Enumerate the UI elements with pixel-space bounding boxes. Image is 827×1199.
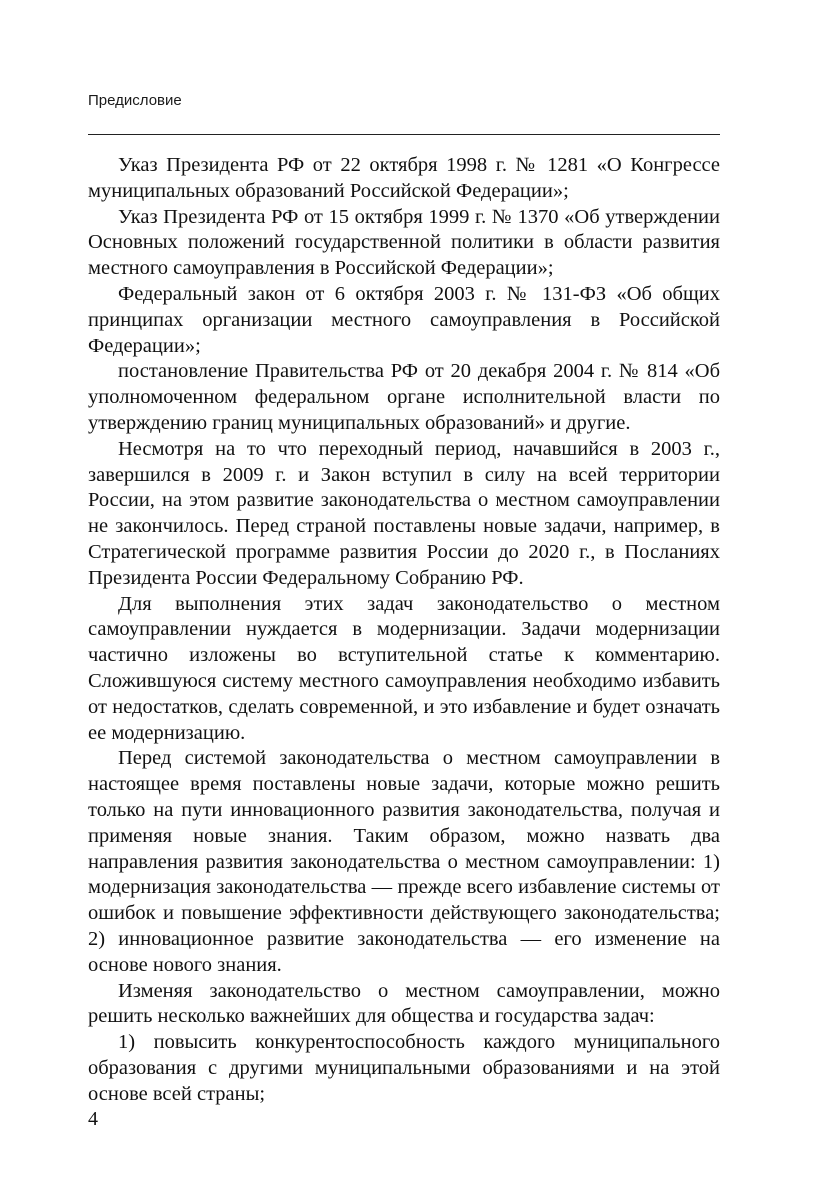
paragraph: Указ Президента РФ от 15 октября 1999 г. № 1370 «Об утверждении Основных положений государственной политики в области развития местного самоуправления в Российской Федерации»;: [88, 205, 720, 280]
paragraph: Указ Президента РФ от 22 октября 1998 г. № 1281 «О Конгрессе муниципальных образований Российской Федерации»;: [88, 154, 720, 202]
paragraph: Федеральный закон от 6 октября 2003 г. № 131-ФЗ «Об общих принципах организации местного самоуправления в Российской Федерации»;: [88, 282, 720, 357]
paragraph: Изменяя законодательство о местном самоуправлении, можно решить несколько важнейших для общества и государства задач:: [88, 979, 720, 1028]
running-head: Предисловие: [88, 92, 182, 109]
paragraph: Для выполнения этих задач законодательство о местном самоуправлении нуждается в модернизации. Задачи модернизации частично изложены во вступительной статье к комментарию. Сложившуюся систему местного самоуправления необходимо избавить от недостатков, сделать современной, и это избавление и будет означать ее модернизацию.: [88, 592, 720, 744]
paragraph: постановление Правительства РФ от 20 декабря 2004 г. № 814 «Об уполномоченном федеральном органе исполнительной власти по утверждению границ муниципальных образований» и другие.: [88, 360, 720, 434]
page-number: 4: [88, 1108, 98, 1130]
header-rule: [88, 134, 720, 135]
paragraph: 1) повысить конкурентоспособность каждого муниципального образования с другими муниципальными образованиями и на этой основе всей страны;: [88, 1031, 720, 1105]
paragraph: Перед системой законодательства о местном самоуправлении в настоящее время поставлены новые задачи, которые можно решить только на пути инновационного развития законодательства, получая и применяя новые знания. Таким образом, можно назвать два направления развития законодательства о местном самоуправлении: 1) модернизация законодательства — прежде всего избавление системы от ошибок и повышение эффективности действующего законодательства; 2) инновационное развитие законодательства — его изменение на основе нового знания.: [88, 747, 720, 976]
body-text: [88, 153, 720, 1107]
paragraph: Несмотря на то что переходный период, начавшийся в 2003 г., завершился в 2009 г. и Закон вступил в силу на всей территории России, на этом развитие законодательства о местном самоуправлении не закончилось. Перед страной поставлены новые задачи, например, в Стратегической программе развития России до 2020 г., в Посланиях Президента России Федеральному Собранию РФ.: [88, 437, 720, 589]
